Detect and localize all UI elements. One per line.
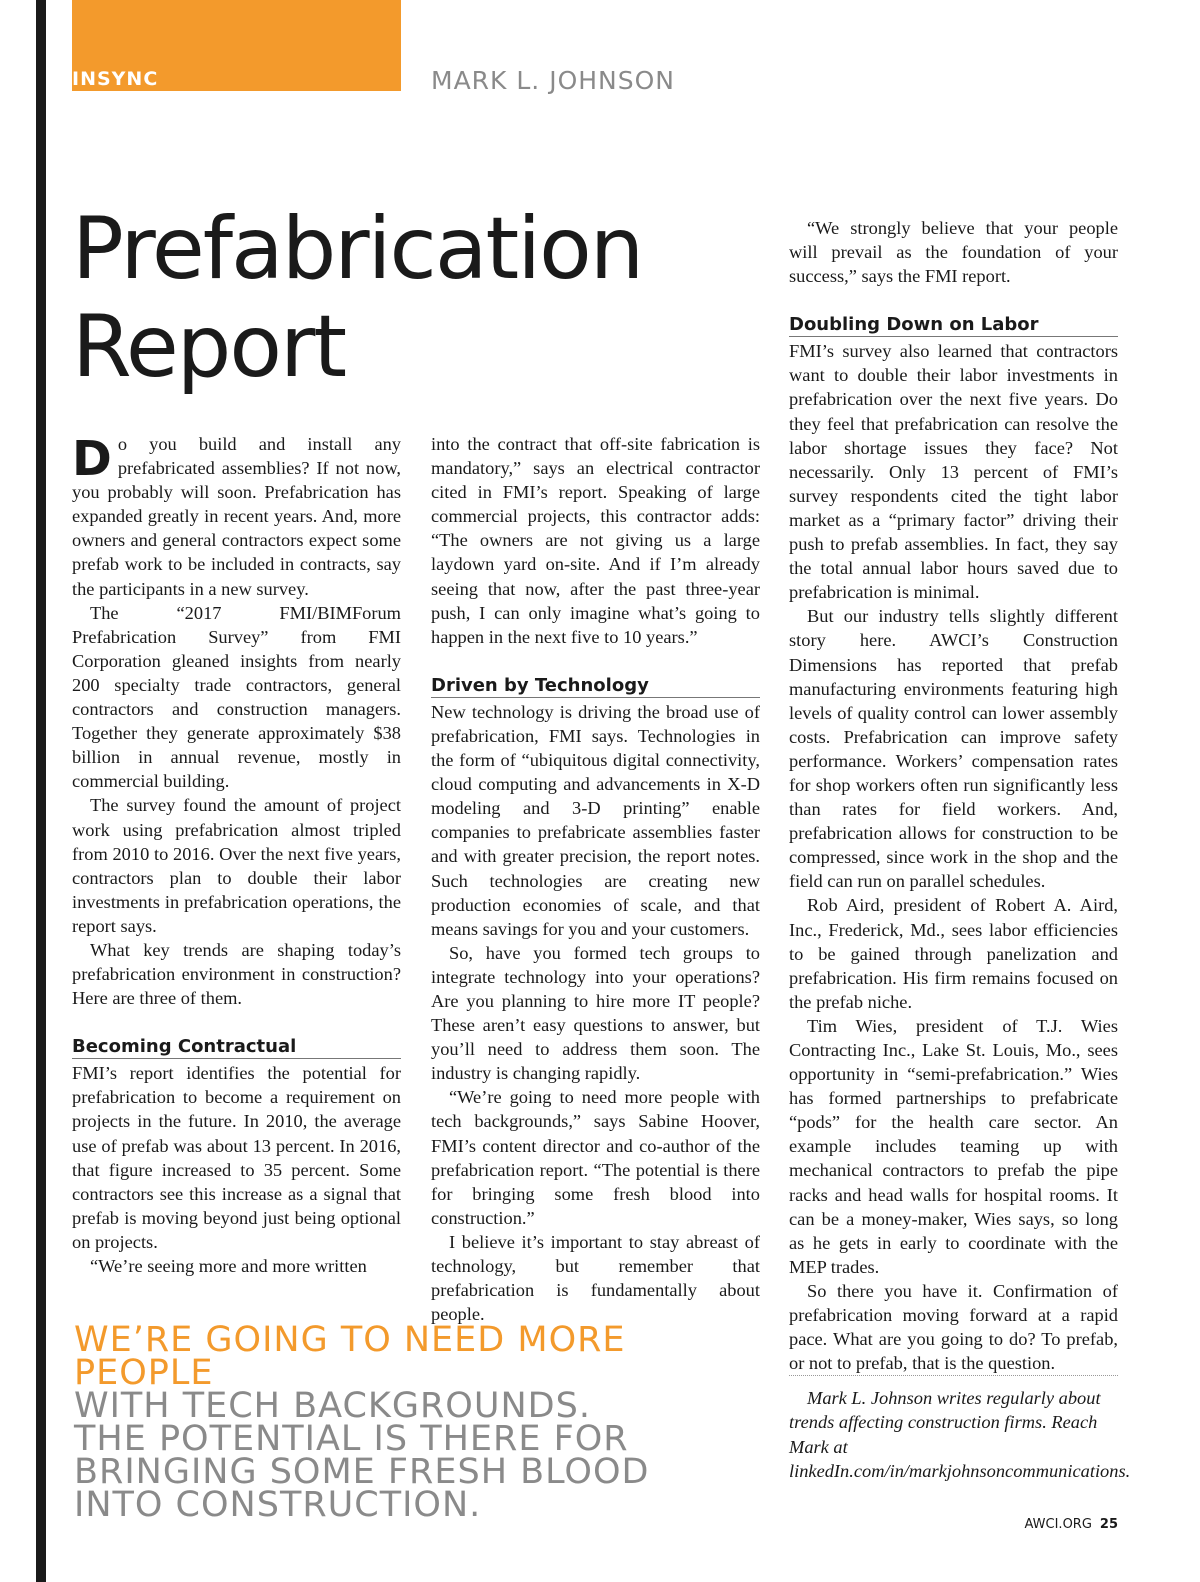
section-label: INSYNC <box>72 68 159 90</box>
subhead-doubling-down-on-labor: Doubling Down on Labor <box>789 314 1118 337</box>
paragraph: “We’re going to need more people with tech backgrounds,” says Sabine Hoover, FMI’s content director and co-author of the prefabrication report. “The potential is there for bringing some fresh blood into construction.” <box>431 1087 760 1228</box>
paragraph: I believe it’s important to stay abreast of technology, but remember that prefabrication is fundamentally about people. <box>431 1231 760 1325</box>
paragraph: What key trends are shaping today’s prefabrication environment in construction? Here are three of them. <box>72 939 401 1009</box>
pull-quote-line: THE POTENTIAL IS THERE FOR <box>74 1419 629 1459</box>
author-bio: Mark L. Johnson writes regularly about trends affecting construction firms. Reach Mark at linkedIn.com/in/markjohnsoncommunications. <box>789 1375 1118 1482</box>
article-title <box>72 200 692 396</box>
pull-quote <box>74 1320 754 1525</box>
pull-quote-line: WITH TECH BACKGROUNDS. <box>74 1386 591 1426</box>
paragraph: “We strongly believe that your people will prevail as the foundation of your success,” says the FMI report. <box>789 218 1118 287</box>
column-2 <box>431 432 760 1326</box>
paragraph: The survey found the amount of project work using prefabrication almost tripled from 2010 to 2016. Over the next five years, contractors plan to double their labor investments in prefabrication operations, the report says. <box>72 795 401 936</box>
paragraph: Do you build and install any prefabricated assemblies? If not now, you probably will soon. Prefabrication has expanded greatly in recent years. And, more owners and general contractors expect some prefab work to be included in contracts, say the participants in a new survey. <box>72 431 401 599</box>
paragraph: But our industry tells slightly different story here. AWCI’s Construction Dimensions has reported that prefab manufacturing environments featuring high levels of quality control can lower assembly costs. Prefabrication can improve safety performance. Workers’ compensation rates for shop workers often run significantly less than rates for field workers. And, prefabrication allows for construction to be compressed, since work in the shop and the field can run on parallel schedules. <box>789 606 1118 892</box>
title-line-1: Prefabrication <box>72 199 643 299</box>
drop-cap: D <box>72 431 112 487</box>
paragraph: The “2017 FMI/BIMForum Prefabrication Survey” from FMI Corporation gleaned insights from nearly 200 specialty trade contractors, general contractors and construction managers. Together they generate approximately $38 billion in annual revenue, mostly in commercial building. <box>72 602 401 792</box>
paragraph: Tim Wies, president of T.J. Wies Contracting Inc., Lake St. Louis, Mo., sees opportunity in “semi-prefabrication.” Wies has formed partnerships to prefabricate “pods” for the health care sector. An example includes teaming up with mechanical contractors to prefab the pipe racks and head walls for hospital rooms. It can be a money-maker, Wies says, so long as he gets in early to coordinate with the MEP trades. <box>789 1015 1118 1277</box>
author-name: MARK L. JOHNSON <box>431 66 676 95</box>
paragraph: So, have you formed tech groups to integrate technology into your operations? Are you planning to hire more IT people? These aren’t easy questions to answer, but you’ll need to address them soon. The industry is changing rapidly. <box>431 942 760 1084</box>
paragraph: So there you have it. Confirmation of prefabrication moving forward at a rapid pace. What are you going to do? To prefab, or not to prefab, that is the question. <box>789 1280 1118 1374</box>
paragraph: Rob Aird, president of Robert A. Aird, Inc., Frederick, Md., sees labor efficiencies to be gained through panelization and prefabrication. His firm remains focused on the prefab niche. <box>789 895 1118 1012</box>
title-line-2: Report <box>72 297 346 397</box>
pull-quote-line: INTO CONSTRUCTION. <box>74 1485 482 1525</box>
paragraph: into the contract that off-site fabrication is mandatory,” says an electrical contractor cited in FMI’s report. Speaking of large commercial projects, this contractor adds: “The owners are not giving us a large laydown yard on-site. And if I’m already seeing that now, after the past three-year push, I can only imagine what’s going to happen in the next five to 10 years.” <box>431 434 760 647</box>
subhead-driven-by-technology: Driven by Technology <box>431 675 760 698</box>
column-3 <box>789 216 1131 1483</box>
paragraph: FMI’s survey also learned that contractors want to double their labor investments in prefabrication over the next five years. Do they feel that prefabrication can resolve the labor shortage issues they face? Not necessarily. Only 13 percent of FMI’s survey respondents cited the tight labor market as a “primary factor” driving their push to prefab assemblies. In fact, they say the total annual labor hours saved due to prefabrication is minimal. <box>789 341 1118 603</box>
subhead-becoming-contractual: Becoming Contractual <box>72 1036 401 1059</box>
paragraph: “We’re seeing more and more written <box>90 1256 367 1276</box>
left-margin-rule <box>36 0 46 1582</box>
pull-quote-highlight: WE’RE GOING TO NEED MORE PEOPLE <box>74 1320 626 1393</box>
column-1 <box>72 432 401 1278</box>
pull-quote-line: BRINGING SOME FRESH BLOOD <box>74 1452 650 1492</box>
paragraph: New technology is driving the broad use of prefabrication, FMI says. Technologies in the form of “ubiquitous digital connectivity, cloud computing and advancements in X-D modeling and 3-D printing” enable companies to prefabricate assemblies faster and with greater precision, the report notes. Such technologies are creating new production economies of scale, and that means savings for you and your customers. <box>431 701 760 939</box>
page-footer <box>1024 1517 1118 1532</box>
paragraph: FMI’s report identifies the potential for prefabrication to become a requirement on projects in the future. In 2010, the average use of prefab was about 13 percent. In 2016, that figure increased to 35 percent. Some contractors see this increase as a signal that prefab is moving beyond just being optional on projects. <box>72 1063 401 1252</box>
page-number: 25 <box>1099 1517 1118 1532</box>
footer-site: AWCI.ORG <box>1024 1517 1092 1532</box>
